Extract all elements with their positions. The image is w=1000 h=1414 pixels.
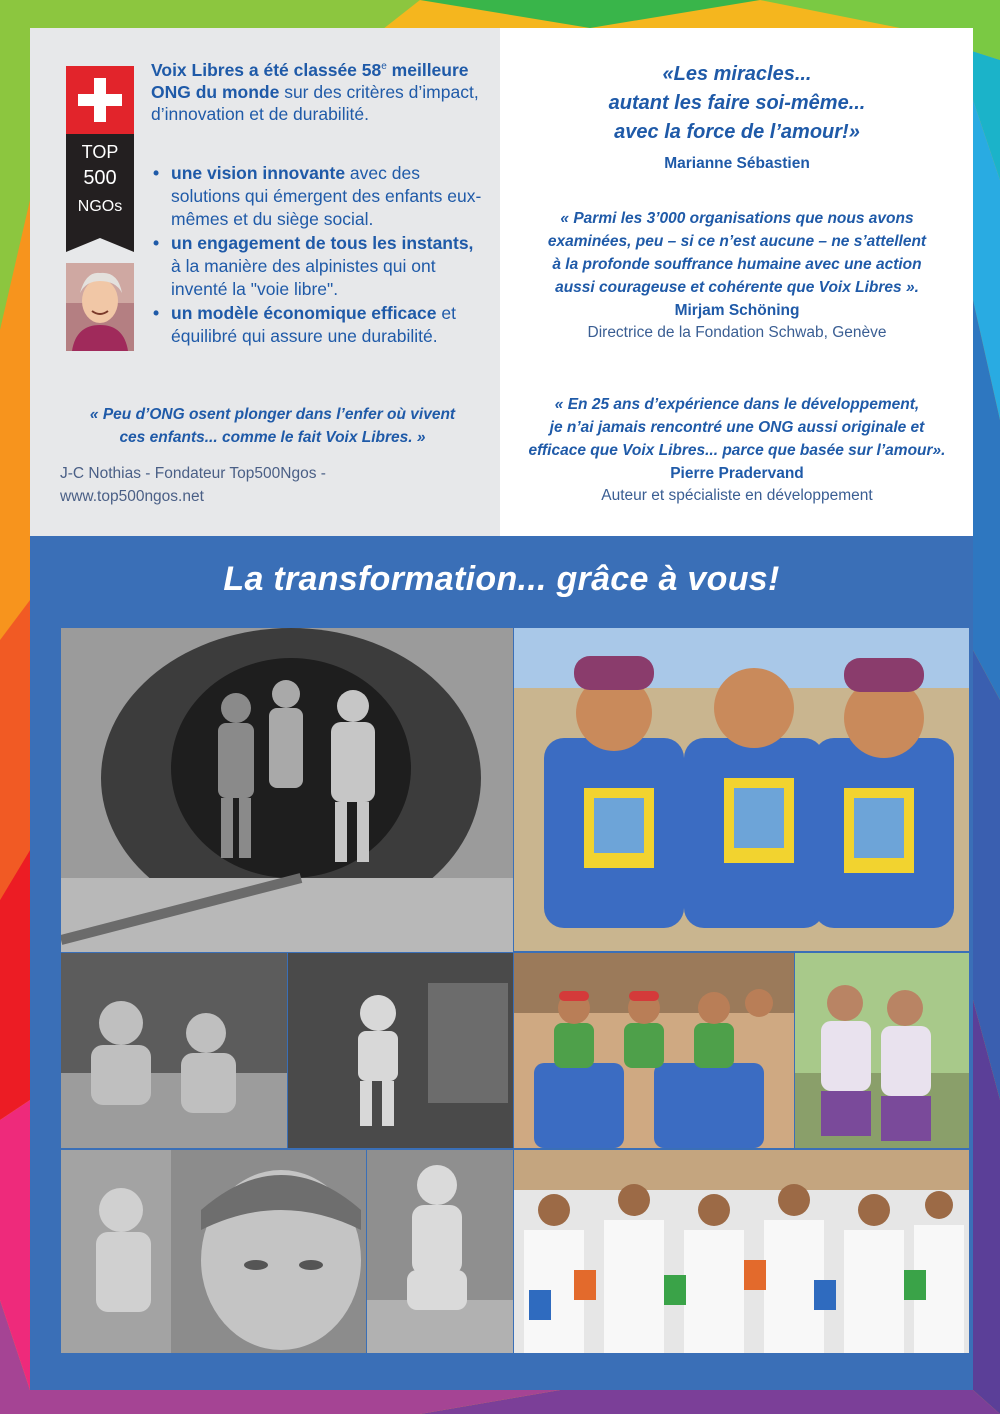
photo-child-standing-kitchen — [288, 953, 513, 1148]
quote-line: aussi courageuse et cohérente que Voix Libres ». — [555, 279, 919, 296]
top500-ngos-badge — [66, 66, 134, 252]
founder-quote-author: Marianne Sébastien — [664, 155, 810, 172]
schwab-quote — [508, 207, 966, 299]
badge-ngos-text: NGOs — [77, 198, 123, 215]
photo-children-with-school-kits — [514, 628, 969, 951]
photo-girls-schoolyard — [795, 953, 969, 1148]
intro-rank-text: Voix Libres a été classée 58 — [151, 59, 382, 80]
founder-portrait — [66, 263, 134, 351]
quote-line: examinées, peu – si ce n’est aucune – ne s’attellent — [547, 233, 927, 250]
quote-line: autant les faire soi-même... — [608, 92, 866, 114]
photo-crying-child — [61, 1150, 366, 1353]
founder-quote — [508, 60, 966, 147]
list-item-text: à la manière des alpinistes qui ont inventé la "voie libre". — [171, 256, 436, 299]
list-item — [151, 232, 486, 301]
list-item-bold: une vision innovante — [171, 163, 346, 183]
photo-children-mine-tunnel — [61, 628, 513, 952]
badge-top-text: TOP — [81, 142, 119, 162]
list-item — [151, 162, 486, 231]
schwab-quote-author: Mirjam Schöning — [674, 302, 800, 319]
quote-line: avec la force de l’amour!» — [614, 121, 860, 143]
list-item — [151, 302, 486, 348]
strengths-list — [151, 162, 486, 349]
pradervand-quote-author: Pierre Pradervand — [670, 465, 804, 482]
ngo-ranking-intro — [151, 56, 486, 125]
quote-line: « Peu d’ONG osent plonger dans l’enfer où vivent — [89, 406, 456, 423]
list-item-text: avec des solutions qui émergent des enfants eux-mêmes et du siège social. — [171, 163, 482, 229]
ngo-testimonial-author — [60, 462, 380, 508]
photo-children-with-backpacks — [514, 953, 794, 1148]
intro-rank-suffix: e — [381, 61, 387, 72]
website-link[interactable]: www.top500ngos.net — [60, 488, 204, 505]
list-item-bold: un modèle économique efficace — [171, 303, 437, 323]
quote-line: efficace que Voix Libres... parce que basée sur l’amour». — [528, 442, 946, 459]
quote-line: à la profonde souffrance humaine avec une action — [552, 256, 922, 273]
photo-children-sitting-floor — [61, 953, 287, 1148]
photo-child-sitting-ground — [367, 1150, 513, 1353]
transformation-title: La transformation... grâce à vous! — [223, 560, 780, 598]
pradervand-quote — [508, 393, 966, 462]
badge-500-text: 500 — [83, 167, 117, 189]
ngo-testimonial-quote — [60, 403, 485, 449]
list-item-text: et équilibré qui assure une durabilité. — [171, 303, 456, 346]
quote-line: ces enfants... comme le fait Voix Libres. » — [119, 429, 426, 446]
intro-criteria: sur des critères d’impact, d’innovation et de durabilité. — [151, 81, 479, 124]
intro-highlight: meilleure ONG du monde — [151, 59, 469, 102]
author-line: J-C Nothias - Fondateur Top500Ngos - — [60, 465, 326, 482]
schwab-quote-role: Directrice de la Fondation Schwab, Genève — [587, 324, 887, 341]
photo-crowd-of-schoolchildren — [514, 1150, 969, 1353]
quote-line: je n’ai jamais rencontré une ONG aussi originale et — [549, 419, 925, 436]
quote-line: « Parmi les 3’000 organisations que nous avons — [560, 210, 914, 227]
pradervand-quote-role: Auteur et spécialiste en développement — [601, 487, 873, 504]
quote-line: «Les miracles... — [662, 63, 812, 85]
quote-line: « En 25 ans d’expérience dans le développement, — [554, 396, 920, 413]
list-item-bold: un engagement de tous les instants, — [171, 233, 474, 253]
